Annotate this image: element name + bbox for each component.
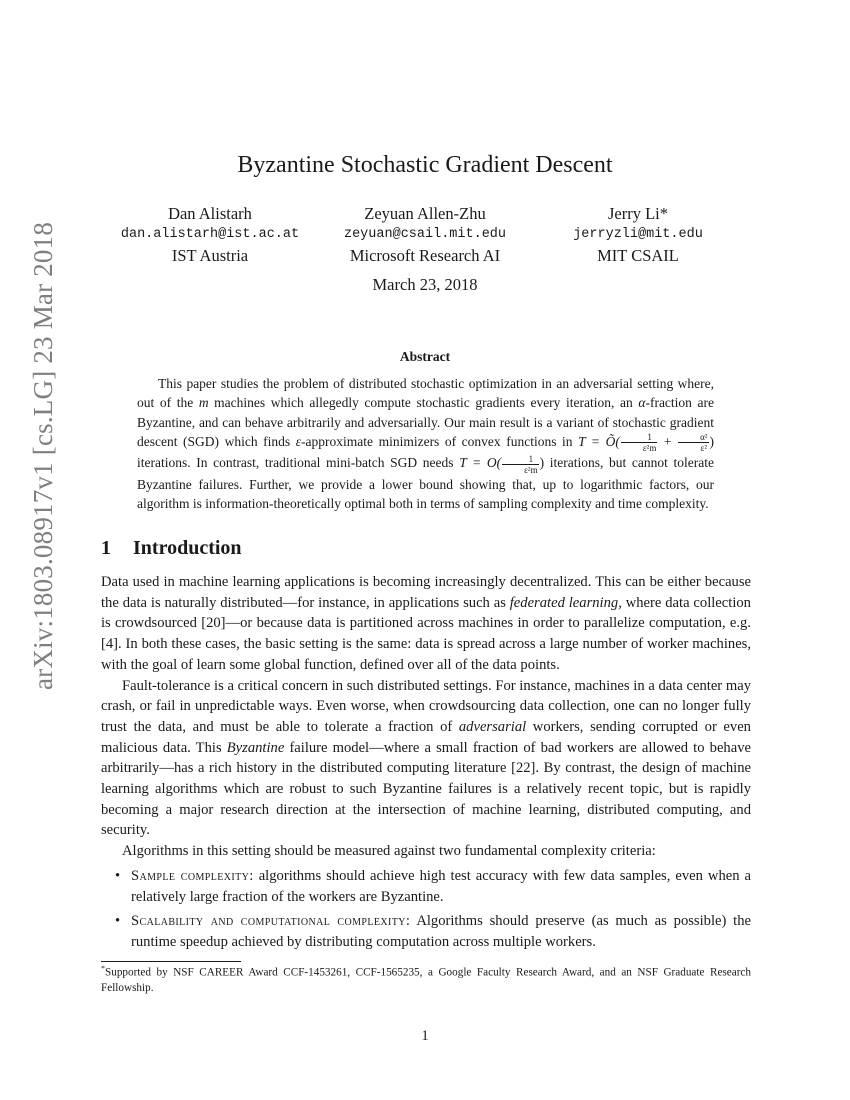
abstract-text: machines which allegedly compute stochastic gradients every iteration, an <box>214 395 633 411</box>
emphasis: adversarial <box>458 718 527 735</box>
author-name: Dan Alistarh <box>168 204 252 223</box>
footnote-mark: * <box>101 964 105 973</box>
math-alpha: α <box>638 395 646 411</box>
emphasis: federated learning, <box>509 594 622 611</box>
footnote <box>101 961 751 997</box>
fraction-denominator: ε²m <box>524 464 538 475</box>
author-affiliation: MIT CSAIL <box>597 246 679 265</box>
abstract-body <box>137 374 714 513</box>
author-email[interactable]: dan.alistarh@ist.ac.at <box>120 227 300 242</box>
arxiv-identifier-stamp: arXiv:1803.08917v1 [cs.LG] 23 Mar 2018 <box>28 221 58 690</box>
body-text: where data collection is crowdsourced [20]—or because data is partitioned across machines in order to parallelize computation, e.g. [4]. In both these cases, the basic setting is the same: data is spread across a large number of worker machines, with the goal of learn some global function, defined over all of the data points. <box>101 594 751 673</box>
body-text: failure model—where a small fraction of bad workers are allowed to behave arbitrarily—has a rich history in the distributed computing literature [22]. By contrast, the design of machine learning algorithms which are robust to such Byzantine failures is a relatively recent topic, but is rapidly becoming a major research direction at the intersection of machine learning, distributed computing, and security. <box>101 739 751 839</box>
abstract-heading: Abstract <box>399 349 451 364</box>
fraction-numerator: α² <box>678 432 708 443</box>
body-text: workers, sending corrupted or even malicious data. This <box>101 718 751 756</box>
bullet-icon: • <box>115 913 121 930</box>
page-number: 1 <box>421 1028 429 1044</box>
body-text: Data used in machine learning applications is becoming increasingly decentralized. This can be either because the data is naturally distributed—for instance, in applications such as <box>101 574 751 611</box>
abstract-paragraph <box>137 374 714 513</box>
list-item-text: Algorithms should preserve (as much as possible) the runtime speedup achieved by distributing computation across multiple workers. <box>131 913 751 950</box>
fraction-numerator: 1 <box>502 454 538 465</box>
publication-date: March 23, 2018 <box>372 275 478 294</box>
math-close: ) <box>709 433 714 449</box>
author-email[interactable]: jerryzli@mit.edu <box>573 227 703 242</box>
math-eps: ε <box>295 433 302 449</box>
author-affiliation: IST Austria <box>171 246 249 265</box>
list-item-term: Scalability and computational complexity: <box>131 913 411 930</box>
list-item <box>101 911 751 952</box>
fraction <box>502 454 538 475</box>
author-email[interactable]: zeyuan@csail.mit.edu <box>343 227 507 242</box>
math-close: ) <box>539 455 545 471</box>
emphasis: Byzantine <box>226 739 285 756</box>
math-T-bound: T = Õ( <box>578 433 620 449</box>
math-m: m <box>198 395 209 411</box>
list-item-text: algorithms should achieve high test accuracy with few data samples, even when a relatively large fraction of the workers are Byzantine. <box>131 867 751 905</box>
author-name: Jerry Li* <box>607 204 669 223</box>
fraction <box>678 432 708 453</box>
paper-title: Byzantine Stochastic Gradient Descent <box>237 152 613 178</box>
criteria-list <box>101 866 751 953</box>
math-plus: + <box>663 433 672 449</box>
body-paragraph: Algorithms in this setting should be measured against two fundamental complexity criteria: <box>122 843 656 860</box>
list-item-term: Sample complexity: <box>131 867 254 884</box>
author-affiliation: Microsoft Research AI <box>349 246 501 265</box>
abstract-text: iterations. In contrast, traditional mini-batch SGD needs <box>137 455 454 471</box>
body-paragraph <box>101 676 751 842</box>
fraction-denominator: ε²m <box>642 443 657 454</box>
abstract-text: This paper studies the problem of distributed stochastic optimization in an adversarial setting where, out of the <box>137 376 714 411</box>
section-heading <box>101 537 242 560</box>
math-T-sgd: T = O( <box>459 455 502 471</box>
author-block-3 <box>508 203 768 266</box>
section-title: Introduction <box>133 537 242 559</box>
list-item <box>101 866 751 907</box>
fraction-denominator: ε² <box>700 443 708 454</box>
footnote-text: Supported by NSF CAREER Award CCF-1453261, CCF-1565235, a Google Faculty Research Award, and an NSF Graduate Research Fellowship. <box>101 966 751 995</box>
abstract-text: -fraction are Byzantine, and can behave arbitrarily and adversarially. Our main result is a variant of stochastic gradient descent (SGD) which finds <box>137 395 715 449</box>
body-text: Fault-tolerance is a critical concern in such distributed settings. For instance, machines in a data center may crash, or fail in unpredictable ways. Even worse, when crowdsourcing data collection, one can no longer fully trust the data, and must be able to tolerate a fraction of <box>101 677 751 735</box>
bullet-icon: • <box>115 867 121 884</box>
fraction-numerator: 1 <box>621 432 657 443</box>
section-number: 1 <box>101 537 111 559</box>
section-body <box>101 572 751 957</box>
fraction <box>621 432 657 453</box>
body-paragraph <box>101 572 751 676</box>
author-name: Zeyuan Allen-Zhu <box>364 204 486 223</box>
abstract-text: -approximate minimizers of convex functions in <box>301 433 573 449</box>
abstract-text: iterations, but cannot tolerate Byzantine failures. Further, we provide a lower bound showing that, up to logarithmic factors, our algorithm is information-theoretically optimal both in terms of sampling complexity and time complexity. <box>137 455 715 511</box>
